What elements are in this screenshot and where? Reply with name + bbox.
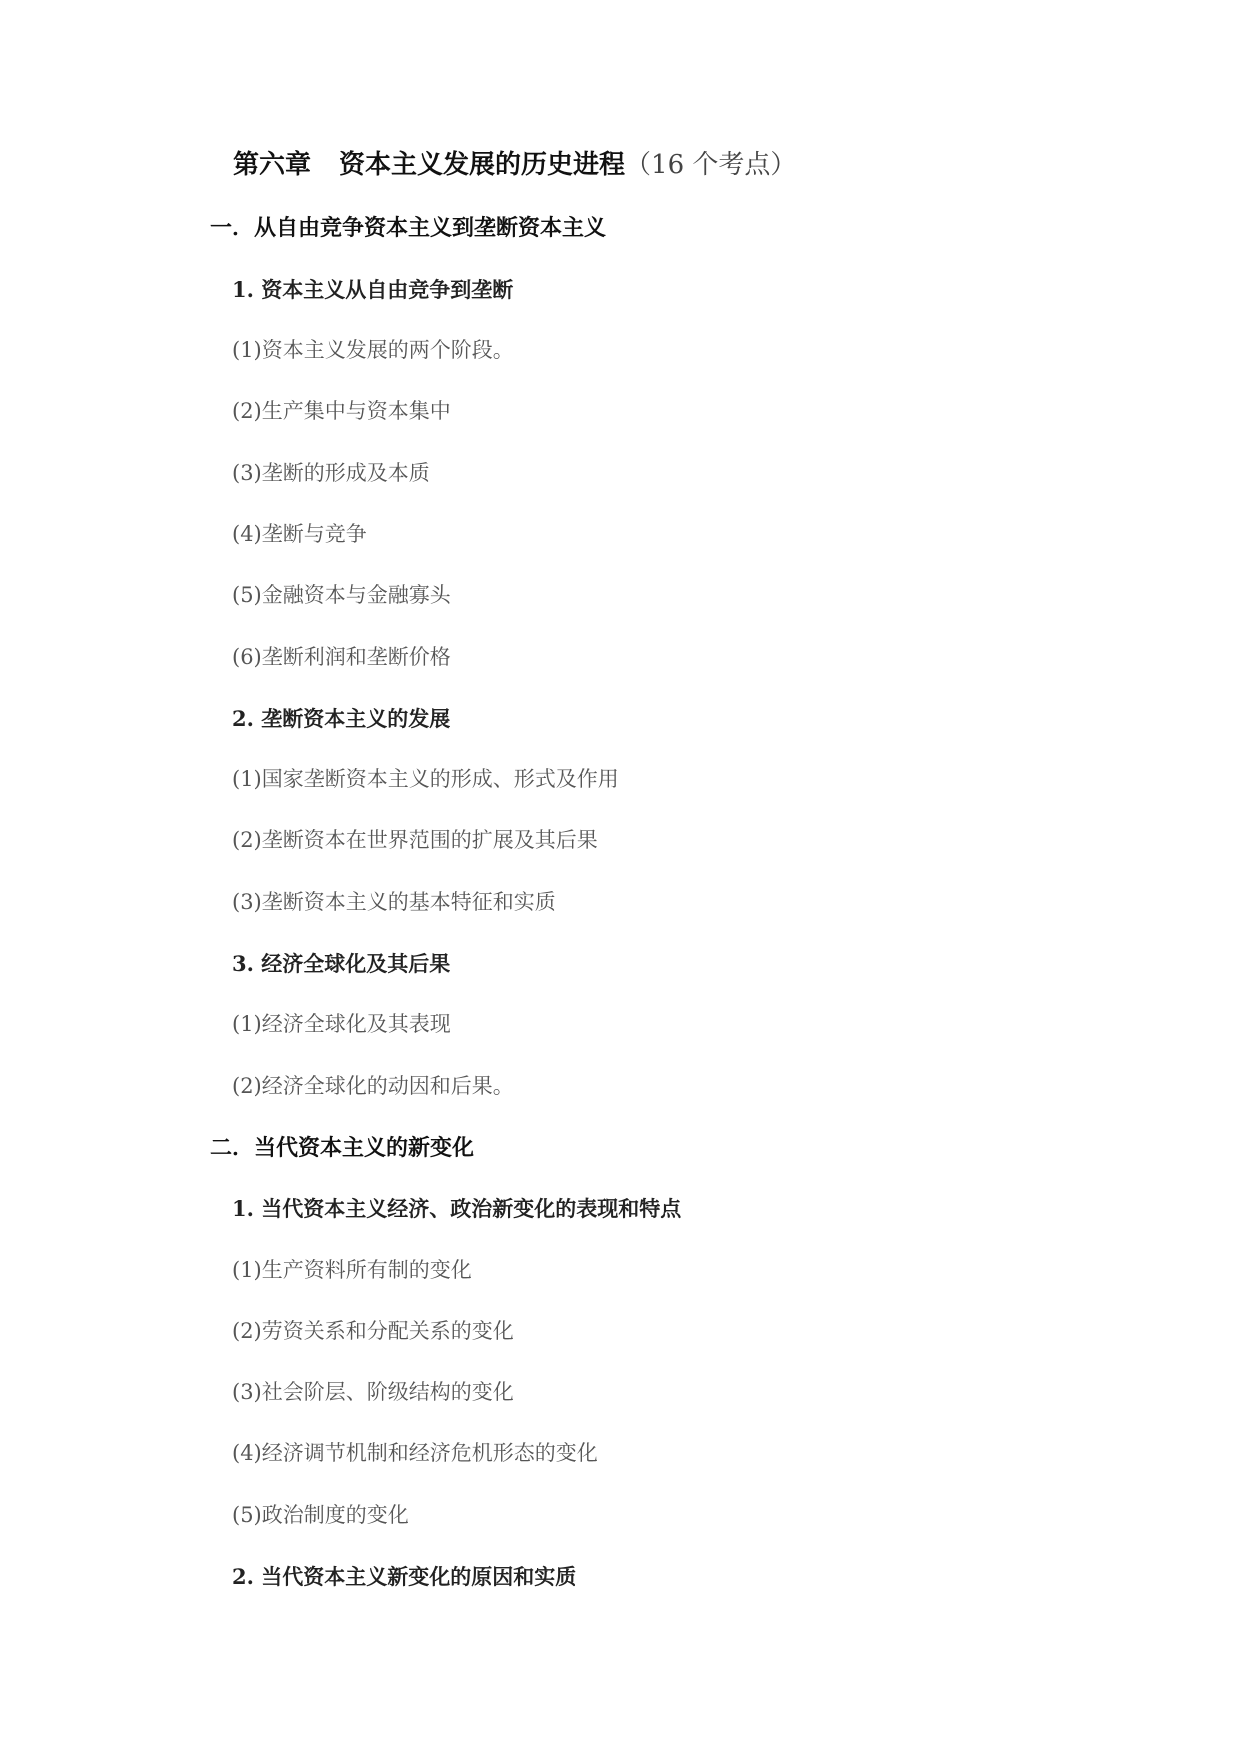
chapter-heading — [233, 152, 796, 178]
subsection-heading: 1. 当代资本主义经济、政治新变化的表现和特点 — [232, 1196, 682, 1221]
list-item: (3)垄断的形成及本质 — [232, 461, 430, 485]
section-heading: 二．当代资本主义的新变化 — [210, 1135, 475, 1161]
list-item: (1)生产资料所有制的变化 — [232, 1258, 472, 1282]
list-item: (3)垄断资本主义的基本特征和实质 — [232, 890, 556, 914]
list-item: (2)经济全球化的动因和后果。 — [232, 1074, 514, 1098]
section-heading: 一．从自由竞争资本主义到垄断资本主义 — [210, 215, 607, 241]
subsection-heading: 1. 资本主义从自由竞争到垄断 — [232, 277, 514, 302]
list-item: (1)国家垄断资本主义的形成、形式及作用 — [232, 767, 619, 791]
subsection-heading: 2. 垄断资本主义的发展 — [232, 706, 451, 731]
subsection-heading: 3. 经济全球化及其后果 — [232, 951, 451, 976]
chapter-title: 资本主义发展的历史进程 — [339, 150, 626, 180]
chapter-number: 第六章 — [233, 150, 312, 180]
list-item: (1)资本主义发展的两个阶段。 — [232, 338, 514, 362]
list-item: (2)劳资关系和分配关系的变化 — [232, 1319, 514, 1343]
subsection-heading: 2. 当代资本主义新变化的原因和实质 — [232, 1564, 577, 1589]
chapter-note: （16 个考点） — [625, 150, 797, 180]
list-item: (2)垄断资本在世界范围的扩展及其后果 — [232, 828, 598, 852]
list-item: (5)政治制度的变化 — [232, 1503, 409, 1527]
list-item: (2)生产集中与资本集中 — [232, 399, 451, 423]
list-item: (5)金融资本与金融寡头 — [232, 583, 451, 607]
list-item: (4)垄断与竞争 — [232, 522, 367, 546]
list-item: (1)经济全球化及其表现 — [232, 1012, 451, 1036]
list-item: (4)经济调节机制和经济危机形态的变化 — [232, 1441, 598, 1465]
list-item: (3)社会阶层、阶级结构的变化 — [232, 1380, 514, 1404]
list-item: (6)垄断利润和垄断价格 — [232, 645, 451, 669]
